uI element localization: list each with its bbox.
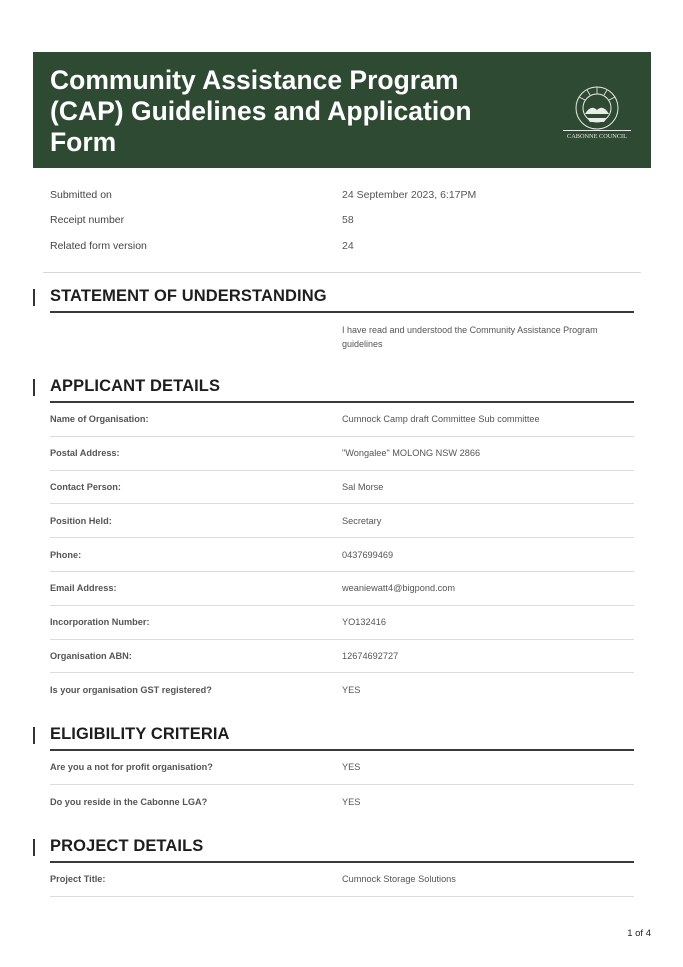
section-project-heading	[50, 837, 634, 863]
field-row	[50, 673, 634, 707]
meta-value: 24 September 2023, 6:17PM	[342, 188, 477, 201]
field-label: Organisation ABN:	[50, 650, 132, 661]
field-label: Are you a not for profit organisation?	[50, 762, 213, 773]
field-label: Phone:	[50, 549, 82, 560]
field-row	[50, 504, 634, 538]
section-marker	[33, 839, 35, 856]
page-number: 1 of 4	[627, 928, 651, 939]
section-marker	[33, 379, 35, 396]
field-row	[50, 785, 634, 819]
meta-label: Submitted on	[50, 188, 112, 201]
svg-text:CABONNE COUNCIL: CABONNE COUNCIL	[567, 133, 627, 140]
field-value: weaniewatt4@bigpond.com	[342, 583, 456, 594]
meta-value: 24	[342, 239, 354, 252]
field-label: Do you reside in the Cabonne LGA?	[50, 796, 208, 807]
field-row	[50, 863, 634, 897]
cabonne-council-logo	[560, 82, 634, 142]
meta-row-submitted	[50, 182, 634, 208]
meta-label: Related form version	[50, 239, 147, 252]
field-label: Position Held:	[50, 515, 112, 526]
field-value: Cumnock Camp draft Committee Sub committee	[342, 414, 540, 425]
submission-meta	[50, 182, 634, 259]
field-label: Project Title:	[50, 874, 106, 885]
document-title: Community Assistance Program (CAP) Guidelines and Application Form	[50, 65, 472, 157]
field-value: 12674692727	[342, 650, 399, 661]
field-value: Cumnock Storage Solutions	[342, 874, 456, 885]
section-title: PROJECT DETAILS	[50, 837, 204, 855]
section-eligibility-heading	[50, 725, 634, 751]
field-value: YO132416	[342, 617, 386, 628]
section-title: APPLICANT DETAILS	[50, 377, 221, 395]
statement-text: I have read and understood the Community Assistance Program guidelines	[342, 325, 598, 349]
section-applicant-heading	[50, 377, 634, 403]
project-fields	[50, 863, 634, 897]
meta-label: Receipt number	[50, 214, 125, 227]
eligibility-fields	[50, 751, 634, 819]
field-row	[50, 471, 634, 505]
field-label: Incorporation Number:	[50, 617, 150, 628]
section-statement-heading	[50, 287, 634, 313]
meta-row-receipt	[50, 208, 634, 234]
field-value: "Wongalee" MOLONG NSW 2866	[342, 448, 481, 459]
meta-row-form-version	[50, 233, 634, 259]
section-marker	[33, 727, 35, 744]
field-label: Name of Organisation:	[50, 414, 149, 425]
divider	[43, 272, 641, 273]
applicant-fields	[50, 403, 634, 707]
section-title: ELIGIBILITY CRITERIA	[50, 725, 230, 743]
field-value: 0437699469	[342, 549, 394, 560]
field-value: YES	[342, 796, 361, 807]
field-label: Postal Address:	[50, 448, 120, 459]
field-value: YES	[342, 685, 361, 696]
field-label: Email Address:	[50, 583, 117, 594]
field-value: Sal Morse	[342, 481, 384, 492]
field-row	[50, 606, 634, 640]
field-row	[50, 640, 634, 674]
document-header	[33, 52, 651, 168]
field-row	[50, 572, 634, 606]
field-row	[50, 403, 634, 437]
meta-value: 58	[342, 214, 354, 227]
field-value: Secretary	[342, 515, 382, 526]
field-value: YES	[342, 762, 361, 773]
field-row	[50, 751, 634, 785]
field-row	[50, 538, 634, 572]
field-label: Contact Person:	[50, 481, 121, 492]
field-label: Is your organisation GST registered?	[50, 685, 212, 696]
section-title: STATEMENT OF UNDERSTANDING	[50, 287, 327, 305]
field-row	[50, 437, 634, 471]
section-rule	[50, 311, 634, 313]
section-marker	[33, 289, 35, 306]
